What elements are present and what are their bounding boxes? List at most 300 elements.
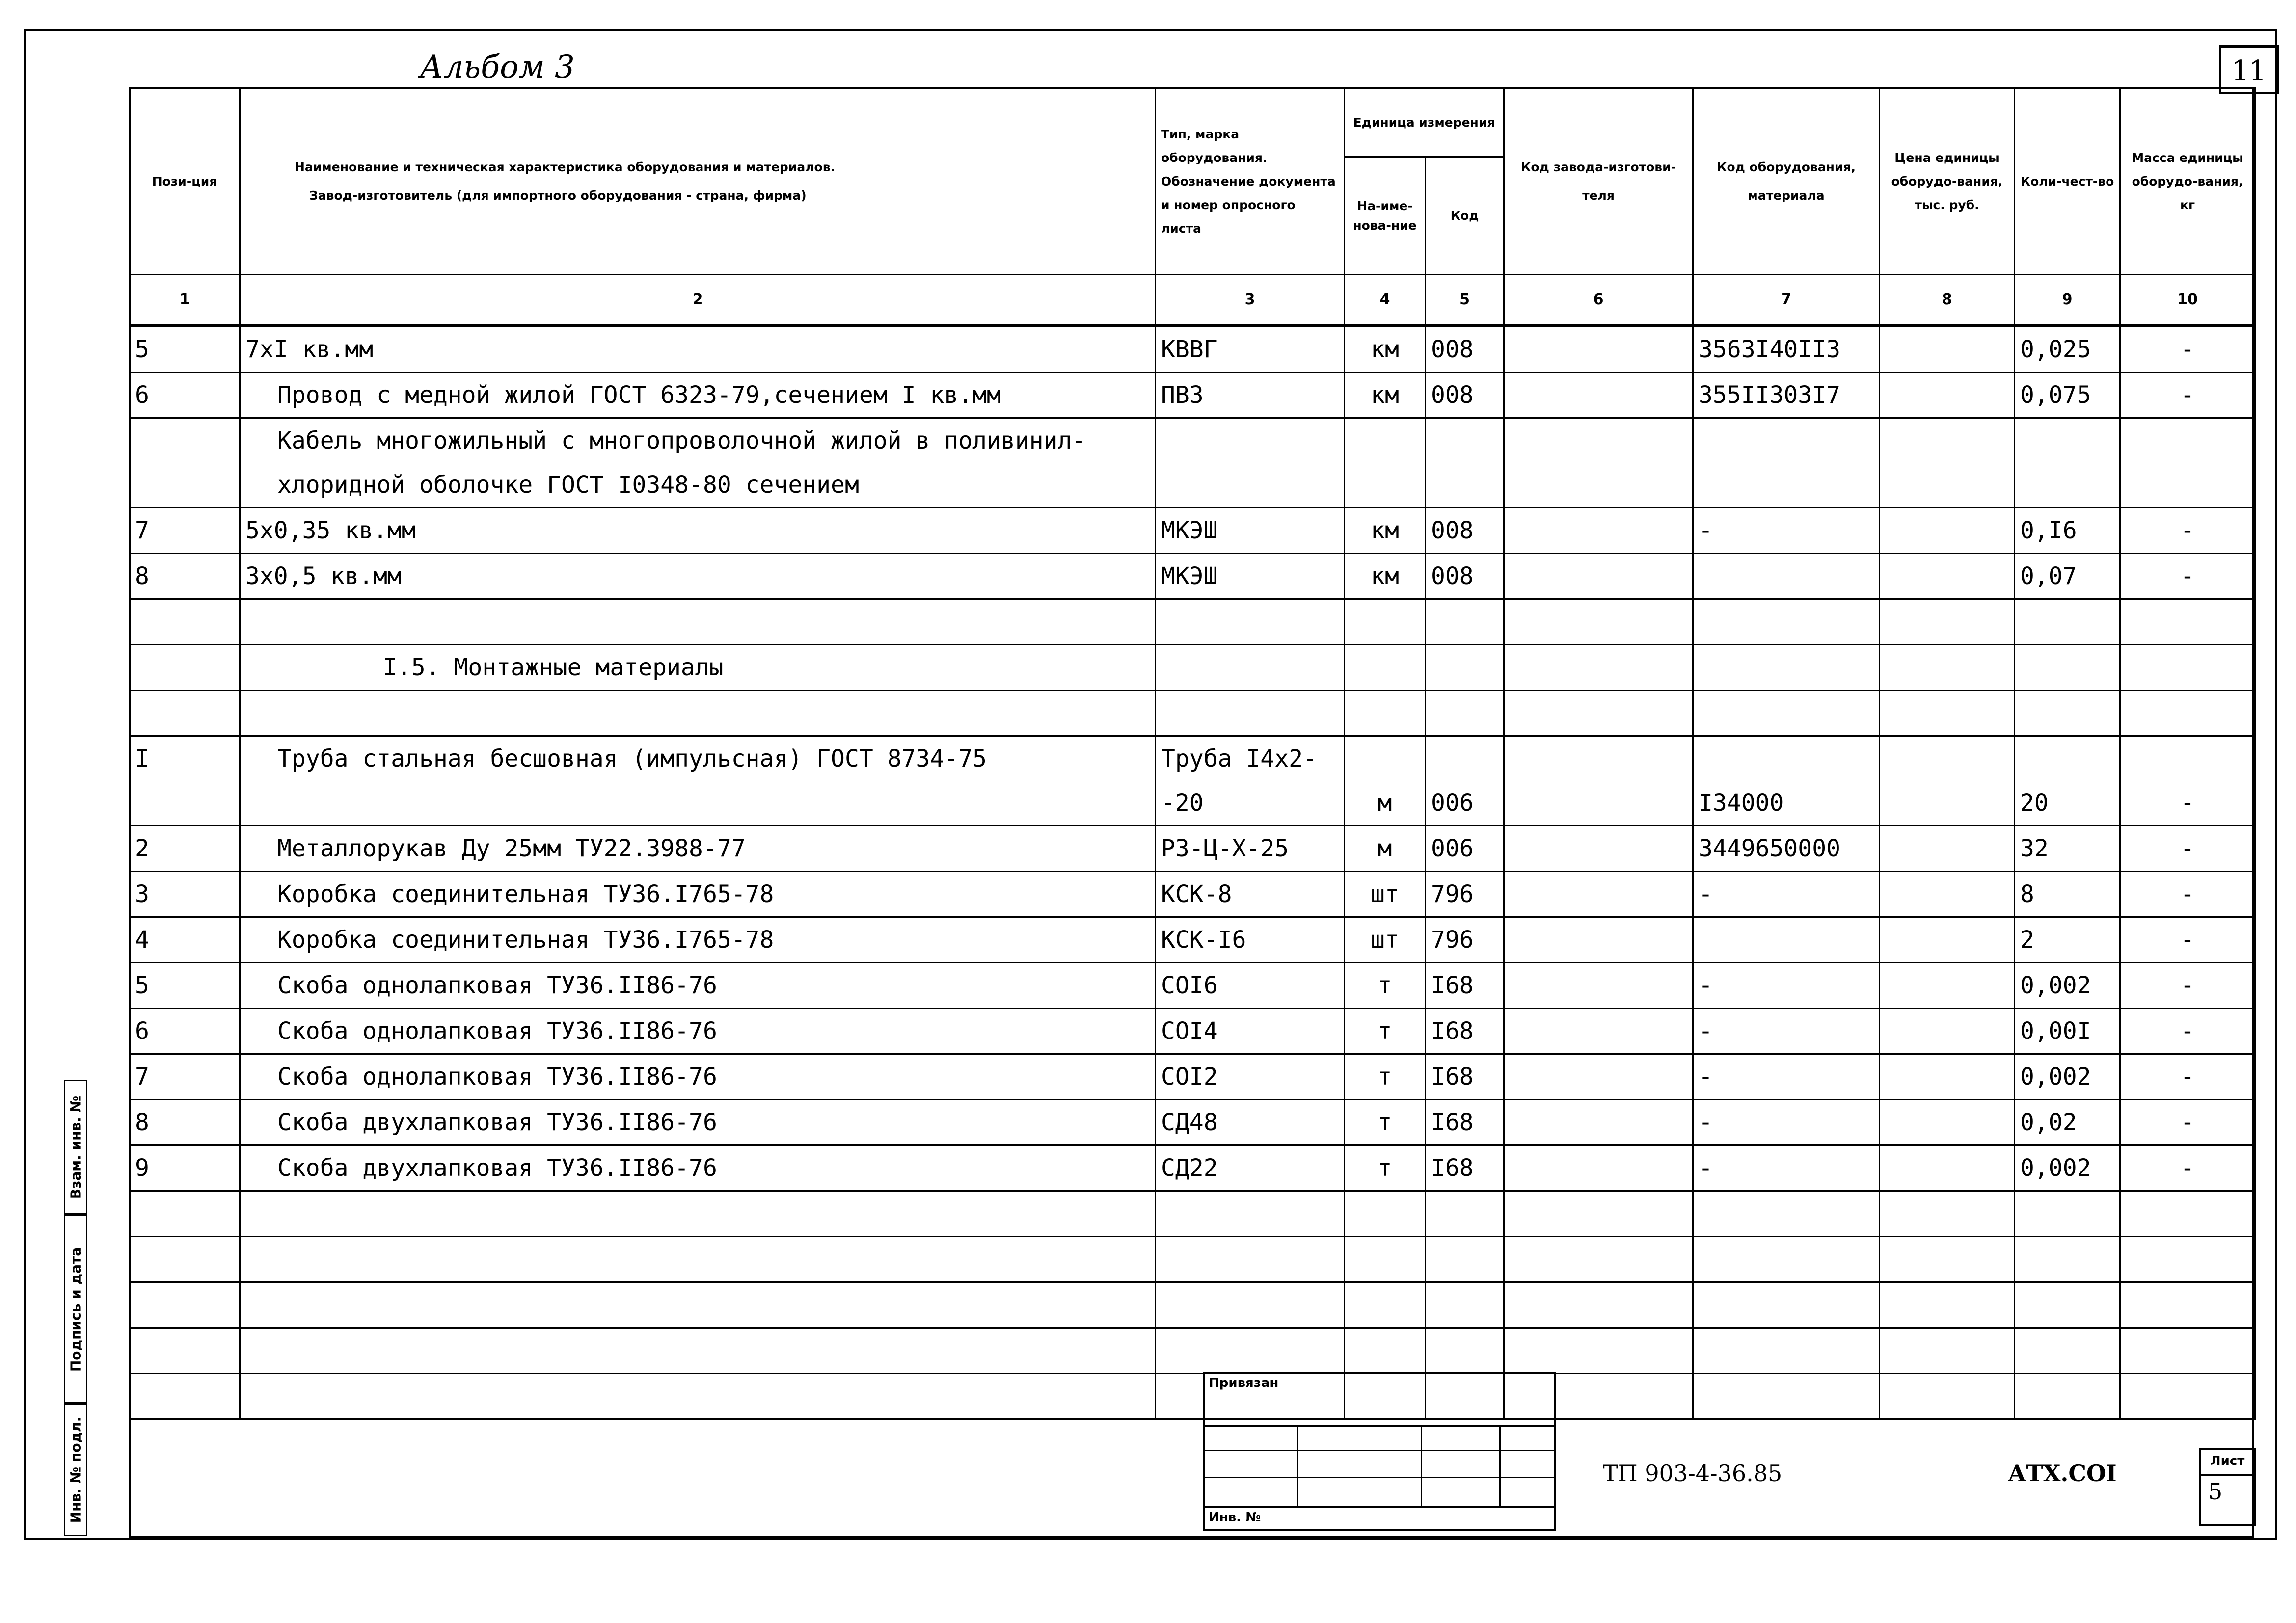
position-cell: 7 — [130, 1054, 240, 1100]
quantity-cell: 20 — [2015, 781, 2120, 826]
side-field-signature-date: Подпись и дата — [64, 1215, 87, 1404]
name-cell — [240, 1191, 1156, 1237]
unit-name-cell — [1345, 463, 1426, 508]
plant-code-cell — [1504, 372, 1693, 418]
name-cell: хлоридной оболочке ГОСТ I0348-80 сечением — [240, 463, 1156, 508]
mass-cell: - — [2120, 1100, 2255, 1145]
mass-cell — [2120, 1191, 2255, 1237]
unit-name-cell: м — [1345, 826, 1426, 872]
position-cell: 2 — [130, 826, 240, 872]
material-code-cell — [1693, 418, 1880, 463]
material-code-cell: - — [1693, 1009, 1880, 1054]
album-label: Альбом 3 — [420, 49, 575, 85]
plant-code-cell — [1504, 463, 1693, 508]
unit-name-cell: т — [1345, 1009, 1426, 1054]
plant-code-cell — [1504, 326, 1693, 372]
material-code-cell — [1693, 554, 1880, 599]
plant-code-cell — [1504, 1328, 1693, 1374]
price-cell — [1880, 1191, 2015, 1237]
unit-code-cell: 008 — [1426, 508, 1504, 554]
hdr-name — [240, 88, 1156, 275]
name-cell: Скоба двухлапковая ТУ36.II86-76 — [240, 1145, 1156, 1191]
unit-name-cell: т — [1345, 1054, 1426, 1100]
name-cell: Коробка соединительная ТУ36.I765-78 — [240, 917, 1156, 963]
name-cell: 5х0,35 кв.мм — [240, 508, 1156, 554]
price-cell — [1880, 645, 2015, 691]
mass-cell: - — [2120, 508, 2255, 554]
quantity-cell: 32 — [2015, 826, 2120, 872]
hdr-price: Цена единицы оборудо-вания, тыс. руб. — [1880, 88, 2015, 275]
hdr-mass: Масса единицы оборудо-вания, кг — [2120, 88, 2255, 275]
hdr-unit-group-label: Единица измерения — [1353, 115, 1495, 130]
col-number: 10 — [2120, 275, 2255, 326]
material-code-cell — [1693, 1191, 1880, 1237]
name-cell: Скоба однолапковая ТУ36.II86-76 — [240, 1009, 1156, 1054]
position-cell: 8 — [130, 554, 240, 599]
price-cell — [1880, 463, 2015, 508]
stamp-doc-code: ТП 903-4-36.85 — [1603, 1460, 1783, 1487]
material-code-cell — [1693, 917, 1880, 963]
type-mark-cell: COI2 — [1156, 1054, 1345, 1100]
side-field-replace-inv: Взам. инв. № — [64, 1080, 87, 1215]
name-cell — [240, 1282, 1156, 1328]
type-mark-cell — [1156, 691, 1345, 736]
stamp-grid — [1205, 1450, 1554, 1451]
mass-cell — [2120, 463, 2255, 508]
hdr-type-mark: Тип, марка оборудования. Обозначение документа и номер опросного листа — [1156, 88, 1345, 275]
table-row — [130, 1328, 2255, 1374]
stamp-sheet-label: Лист — [2210, 1454, 2245, 1468]
quantity-cell: 0,07 — [2015, 554, 2120, 599]
stamp-sheet-box — [2199, 1448, 2256, 1526]
type-mark-cell: COI6 — [1156, 963, 1345, 1009]
hdr-name-line2: Завод-изготовитель (для импортного оборудования - страна, фирма) — [309, 188, 807, 203]
quantity-cell — [2015, 599, 2120, 645]
table-row — [130, 826, 2255, 872]
unit-name-cell — [1345, 1191, 1426, 1237]
table-row — [130, 963, 2255, 1009]
price-cell — [1880, 1145, 2015, 1191]
price-cell — [1880, 1009, 2015, 1054]
type-mark-cell — [1156, 418, 1345, 463]
price-cell — [1880, 599, 2015, 645]
name-cell — [240, 1237, 1156, 1282]
material-code-cell — [1693, 463, 1880, 508]
plant-code-cell — [1504, 1237, 1693, 1282]
position-cell — [130, 463, 240, 508]
name-cell: 3х0,5 кв.мм — [240, 554, 1156, 599]
position-cell — [130, 1374, 240, 1419]
table-row — [130, 781, 2255, 826]
hdr-material-code: Код оборудования, материала — [1693, 88, 1880, 275]
col-number: 8 — [1880, 275, 2015, 326]
name-cell: Кабель многожильный с многопроволочной жилой в поливинил- — [240, 418, 1156, 463]
material-code-cell — [1693, 645, 1880, 691]
table-row — [130, 1009, 2255, 1054]
mass-cell: - — [2120, 554, 2255, 599]
hdr-unit-group — [1345, 88, 1504, 157]
price-cell — [1880, 826, 2015, 872]
mass-cell: - — [2120, 1009, 2255, 1054]
mass-cell: - — [2120, 1145, 2255, 1191]
material-code-cell — [1693, 691, 1880, 736]
unit-name-cell — [1345, 1237, 1426, 1282]
unit-name-cell — [1345, 1328, 1426, 1374]
plant-code-cell — [1504, 917, 1693, 963]
unit-code-cell: I68 — [1426, 1100, 1504, 1145]
table-row — [130, 326, 2255, 372]
mass-cell — [2120, 645, 2255, 691]
plant-code-cell — [1504, 1191, 1693, 1237]
position-cell — [130, 781, 240, 826]
material-code-cell: - — [1693, 872, 1880, 917]
hdr-quantity: Коли-чест-во — [2015, 88, 2120, 275]
plant-code-cell — [1504, 1145, 1693, 1191]
table-row — [130, 691, 2255, 736]
type-mark-cell: МКЭШ — [1156, 508, 1345, 554]
material-code-cell: 355II303I7 — [1693, 372, 1880, 418]
hdr-position: Пози-ция — [130, 88, 240, 275]
quantity-cell — [2015, 1282, 2120, 1328]
table-row — [130, 554, 2255, 599]
table-row — [130, 599, 2255, 645]
stamp-album-code: АТХ.COI — [2008, 1460, 2117, 1487]
name-cell: Труба стальная бесшовная (импульсная) ГОСТ 8734-75 — [240, 736, 1156, 781]
name-cell: Скоба двухлапковая ТУ36.II86-76 — [240, 1100, 1156, 1145]
type-mark-cell — [1156, 599, 1345, 645]
table-row — [130, 1054, 2255, 1100]
unit-name-cell: м — [1345, 781, 1426, 826]
type-mark-cell: СД48 — [1156, 1100, 1345, 1145]
material-code-cell — [1693, 736, 1880, 781]
material-code-cell: - — [1693, 1145, 1880, 1191]
mass-cell — [2120, 1282, 2255, 1328]
mass-cell — [2120, 1237, 2255, 1282]
unit-code-cell — [1426, 1328, 1504, 1374]
material-code-cell — [1693, 1328, 1880, 1374]
col-number: 1 — [130, 275, 240, 326]
price-cell — [1880, 1282, 2015, 1328]
price-cell — [1880, 554, 2015, 599]
position-cell: I — [130, 736, 240, 781]
price-cell — [1880, 418, 2015, 463]
name-cell: Скоба однолапковая ТУ36.II86-76 — [240, 1054, 1156, 1100]
col-number: 4 — [1345, 275, 1426, 326]
unit-code-cell — [1426, 599, 1504, 645]
quantity-cell: 0,02 — [2015, 1100, 2120, 1145]
mass-cell: - — [2120, 826, 2255, 872]
mass-cell: - — [2120, 963, 2255, 1009]
material-code-cell: - — [1693, 1054, 1880, 1100]
quantity-cell — [2015, 1191, 2120, 1237]
position-cell: 3 — [130, 872, 240, 917]
plant-code-cell — [1504, 736, 1693, 781]
unit-name-cell: шт — [1345, 917, 1426, 963]
price-cell — [1880, 1237, 2015, 1282]
plant-code-cell — [1504, 1054, 1693, 1100]
price-cell — [1880, 1328, 2015, 1374]
mass-cell: - — [2120, 1054, 2255, 1100]
plant-code-cell — [1504, 826, 1693, 872]
mass-cell: - — [2120, 872, 2255, 917]
material-code-cell: 3563I40II3 — [1693, 326, 1880, 372]
unit-code-cell — [1426, 1237, 1504, 1282]
stamp-grid — [1421, 1425, 1422, 1506]
price-cell — [1880, 691, 2015, 736]
material-code-cell — [1693, 1282, 1880, 1328]
unit-code-cell: I68 — [1426, 1145, 1504, 1191]
unit-code-cell: 008 — [1426, 554, 1504, 599]
unit-code-cell: I68 — [1426, 963, 1504, 1009]
hdr-plant-code: Код завода-изготови-теля — [1504, 88, 1693, 275]
hdr-name-line1: Наименование и техническая характеристика оборудования и материалов. — [295, 160, 836, 174]
unit-code-cell: 008 — [1426, 326, 1504, 372]
material-code-cell: - — [1693, 508, 1880, 554]
stamp-grid — [1205, 1425, 1554, 1427]
plant-code-cell — [1504, 1282, 1693, 1328]
hdr-unit-code: Код — [1426, 157, 1504, 275]
type-mark-cell — [1156, 1191, 1345, 1237]
position-cell: 6 — [130, 372, 240, 418]
unit-code-cell — [1426, 736, 1504, 781]
material-code-cell: I34000 — [1693, 781, 1880, 826]
mass-cell: - — [2120, 781, 2255, 826]
col-number: 3 — [1156, 275, 1345, 326]
unit-code-cell: 006 — [1426, 781, 1504, 826]
stamp-grid — [1499, 1425, 1501, 1506]
position-cell — [130, 691, 240, 736]
stamp-inv-label: Инв. № — [1209, 1510, 1261, 1525]
specification-table — [129, 87, 2256, 1420]
position-cell: 6 — [130, 1009, 240, 1054]
unit-name-cell — [1345, 418, 1426, 463]
quantity-cell — [2015, 691, 2120, 736]
unit-code-cell: 796 — [1426, 917, 1504, 963]
plant-code-cell — [1504, 508, 1693, 554]
type-mark-cell — [1156, 645, 1345, 691]
unit-code-cell: I68 — [1426, 1054, 1504, 1100]
mass-cell — [2120, 691, 2255, 736]
price-cell — [1880, 1054, 2015, 1100]
table-row — [130, 1374, 2255, 1419]
unit-name-cell — [1345, 691, 1426, 736]
unit-code-cell: 796 — [1426, 872, 1504, 917]
price-cell — [1880, 372, 2015, 418]
position-cell: 5 — [130, 326, 240, 372]
unit-code-cell — [1426, 691, 1504, 736]
type-mark-cell: COI4 — [1156, 1009, 1345, 1054]
unit-name-cell: км — [1345, 554, 1426, 599]
mass-cell: - — [2120, 372, 2255, 418]
type-mark-cell — [1156, 1328, 1345, 1374]
quantity-cell — [2015, 736, 2120, 781]
type-mark-cell: КСК-8 — [1156, 872, 1345, 917]
quantity-cell: 0,002 — [2015, 963, 2120, 1009]
unit-code-cell — [1426, 418, 1504, 463]
table-row — [130, 917, 2255, 963]
quantity-cell: 0,I6 — [2015, 508, 2120, 554]
type-mark-cell: Труба I4х2- — [1156, 736, 1345, 781]
unit-code-cell: 006 — [1426, 826, 1504, 872]
material-code-cell — [1693, 1374, 1880, 1419]
unit-code-cell: I68 — [1426, 1009, 1504, 1054]
plant-code-cell — [1504, 963, 1693, 1009]
unit-name-cell: км — [1345, 372, 1426, 418]
quantity-cell: 8 — [2015, 872, 2120, 917]
mass-cell — [2120, 599, 2255, 645]
plant-code-cell — [1504, 645, 1693, 691]
hdr-unit-name: На-име-нова-ние — [1345, 157, 1426, 275]
stamp-grid — [1297, 1425, 1298, 1506]
name-cell: Провод с медной жилой ГОСТ 6323-79,сечением I кв.мм — [240, 372, 1156, 418]
material-code-cell: - — [1693, 963, 1880, 1009]
unit-code-cell — [1426, 645, 1504, 691]
name-cell: Металлорукав Ду 25мм ТУ22.3988-77 — [240, 826, 1156, 872]
price-cell — [1880, 508, 2015, 554]
plant-code-cell — [1504, 1100, 1693, 1145]
position-cell: 5 — [130, 963, 240, 1009]
plant-code-cell — [1504, 691, 1693, 736]
unit-name-cell — [1345, 736, 1426, 781]
table-row — [130, 736, 2255, 781]
stamp-sheet-divider — [2201, 1474, 2254, 1476]
position-cell — [130, 1237, 240, 1282]
name-cell — [240, 781, 1156, 826]
col-number: 6 — [1504, 275, 1693, 326]
type-mark-cell — [1156, 1237, 1345, 1282]
type-mark-cell: РЗ-Ц-Х-25 — [1156, 826, 1345, 872]
table-row — [130, 1191, 2255, 1237]
price-cell — [1880, 1100, 2015, 1145]
type-mark-cell: СД22 — [1156, 1145, 1345, 1191]
unit-name-cell: шт — [1345, 872, 1426, 917]
type-mark-cell: ПВЗ — [1156, 372, 1345, 418]
table-row — [130, 508, 2255, 554]
stamp-grid — [1205, 1477, 1554, 1478]
quantity-cell: 0,002 — [2015, 1054, 2120, 1100]
type-mark-cell: КВВГ — [1156, 326, 1345, 372]
unit-name-cell — [1345, 645, 1426, 691]
type-mark-cell: КСК-I6 — [1156, 917, 1345, 963]
material-code-cell — [1693, 599, 1880, 645]
price-cell — [1880, 1374, 2015, 1419]
position-cell: 8 — [130, 1100, 240, 1145]
position-cell — [130, 1328, 240, 1374]
mass-cell: - — [2120, 326, 2255, 372]
position-cell — [130, 418, 240, 463]
table-row — [130, 1237, 2255, 1282]
table-row — [130, 1145, 2255, 1191]
col-number: 5 — [1426, 275, 1504, 326]
unit-name-cell: т — [1345, 963, 1426, 1009]
quantity-cell — [2015, 463, 2120, 508]
mass-cell — [2120, 736, 2255, 781]
material-code-cell: - — [1693, 1100, 1880, 1145]
quantity-cell: 0,025 — [2015, 326, 2120, 372]
name-cell — [240, 1374, 1156, 1419]
material-code-cell: 3449650000 — [1693, 826, 1880, 872]
plant-code-cell — [1504, 872, 1693, 917]
mass-cell — [2120, 1328, 2255, 1374]
unit-code-cell — [1426, 1282, 1504, 1328]
plant-code-cell — [1504, 418, 1693, 463]
quantity-cell — [2015, 1328, 2120, 1374]
stamp-attached-label: Привязан — [1209, 1376, 1279, 1390]
name-cell: Коробка соединительная ТУ36.I765-78 — [240, 872, 1156, 917]
table-row — [130, 372, 2255, 418]
unit-name-cell: км — [1345, 326, 1426, 372]
table-row — [130, 1100, 2255, 1145]
mass-cell — [2120, 1374, 2255, 1419]
quantity-cell: 0,075 — [2015, 372, 2120, 418]
col-number: 9 — [2015, 275, 2120, 326]
unit-name-cell — [1345, 599, 1426, 645]
table-row — [130, 463, 2255, 508]
position-cell — [130, 1282, 240, 1328]
table-row — [130, 418, 2255, 463]
name-cell: I.5. Монтажные материалы — [240, 645, 1156, 691]
plant-code-cell — [1504, 1009, 1693, 1054]
price-cell — [1880, 326, 2015, 372]
price-cell — [1880, 963, 2015, 1009]
quantity-cell: 0,002 — [2015, 1145, 2120, 1191]
unit-code-cell — [1426, 463, 1504, 508]
position-cell — [130, 645, 240, 691]
plant-code-cell — [1504, 599, 1693, 645]
plant-code-cell — [1504, 781, 1693, 826]
quantity-cell — [2015, 645, 2120, 691]
quantity-cell — [2015, 1237, 2120, 1282]
name-cell — [240, 1328, 1156, 1374]
col-number: 7 — [1693, 275, 1880, 326]
material-code-cell — [1693, 1237, 1880, 1282]
table-row — [130, 1282, 2255, 1328]
name-cell: Скоба однолапковая ТУ36.II86-76 — [240, 963, 1156, 1009]
type-mark-cell: -20 — [1156, 781, 1345, 826]
position-cell — [130, 599, 240, 645]
position-cell: 4 — [130, 917, 240, 963]
name-cell: 7хI кв.мм — [240, 326, 1156, 372]
unit-name-cell: т — [1345, 1145, 1426, 1191]
stamp-sheet-number: 5 — [2208, 1478, 2223, 1505]
plant-code-cell — [1504, 554, 1693, 599]
col-number: 2 — [240, 275, 1156, 326]
sheet-corner-number: 11 — [2219, 45, 2279, 94]
stamp-attached-box — [1203, 1372, 1556, 1531]
table-row — [130, 872, 2255, 917]
quantity-cell — [2015, 1374, 2120, 1419]
position-cell — [130, 1191, 240, 1237]
unit-name-cell — [1345, 1282, 1426, 1328]
position-cell: 7 — [130, 508, 240, 554]
price-cell — [1880, 872, 2015, 917]
mass-cell — [2120, 418, 2255, 463]
quantity-cell: 2 — [2015, 917, 2120, 963]
side-field-orig-inv: Инв. № подл. — [64, 1404, 87, 1536]
unit-name-cell: т — [1345, 1100, 1426, 1145]
price-cell — [1880, 781, 2015, 826]
stamp-grid — [1205, 1506, 1554, 1508]
name-cell — [240, 691, 1156, 736]
unit-name-cell: км — [1345, 508, 1426, 554]
unit-code-cell — [1426, 1191, 1504, 1237]
mass-cell: - — [2120, 917, 2255, 963]
quantity-cell: 0,00I — [2015, 1009, 2120, 1054]
type-mark-cell — [1156, 463, 1345, 508]
position-cell: 9 — [130, 1145, 240, 1191]
price-cell — [1880, 917, 2015, 963]
type-mark-cell: МКЭШ — [1156, 554, 1345, 599]
